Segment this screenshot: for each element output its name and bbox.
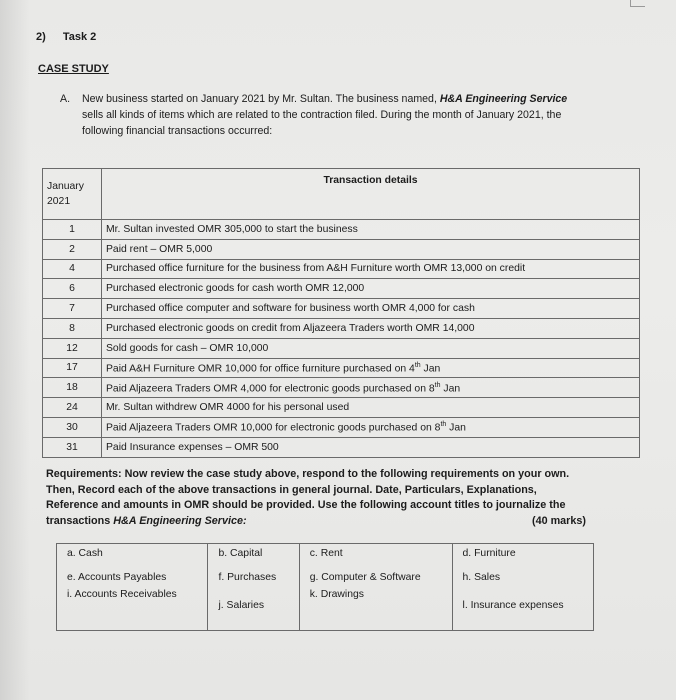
account-salaries: j. Salaries	[218, 600, 265, 611]
table-row	[43, 417, 640, 437]
table-header-row	[43, 169, 640, 220]
row-date: 31	[43, 437, 102, 457]
case-study-title: CASE STUDY	[38, 63, 109, 75]
account-purchases: f. Purchases	[218, 572, 277, 583]
account-titles-table	[56, 543, 594, 631]
row-date: 4	[43, 259, 102, 279]
row-detail: Mr. Sultan invested OMR 305,000 to start the business	[102, 220, 640, 240]
detail-post: Jan	[440, 383, 461, 394]
row-detail: Mr. Sultan withdrew OMR 4000 for his personal used	[102, 398, 640, 418]
row-date: 12	[43, 338, 102, 358]
intro-paragraph	[60, 91, 580, 139]
account-cell	[208, 568, 299, 631]
row-detail: Sold goods for cash – OMR 10,000	[102, 338, 640, 358]
table-row	[43, 398, 640, 418]
row-detail	[102, 378, 640, 398]
account-cell	[57, 544, 208, 569]
table-row	[43, 299, 640, 319]
account-row	[57, 568, 594, 631]
account-cell	[208, 544, 299, 569]
table-row	[43, 279, 640, 299]
date-header-year: 2021	[47, 196, 71, 207]
detail-post: Jan	[446, 422, 466, 434]
detail-sup: th	[440, 421, 447, 429]
account-rent: c. Rent	[309, 548, 343, 559]
account-cell	[57, 568, 208, 631]
task-heading	[36, 31, 96, 43]
row-date: 8	[43, 318, 102, 338]
detail-sup: th	[414, 361, 421, 369]
page-shadow	[0, 0, 30, 700]
detail-pre: Paid A&H Furniture OMR 10,000 for office furniture purchased on 4	[106, 363, 415, 375]
row-detail: Purchased office furniture for the business from A&H Furniture worth OMR 13,000 on credit	[102, 259, 640, 279]
table-row	[43, 259, 640, 279]
intro-letter: A.	[60, 93, 71, 105]
account-row	[57, 544, 594, 569]
table-row	[43, 437, 640, 457]
row-detail: Paid Insurance expenses – OMR 500	[102, 437, 640, 457]
account-capital: b. Capital	[218, 548, 263, 559]
row-detail: Purchased electronic goods on credit from Aljazeera Traders worth OMR 14,000	[102, 318, 640, 338]
row-date: 24	[43, 398, 102, 418]
detail-pre: Paid Aljazeera Traders OMR 4,000 for electronic goods purchased on 8	[106, 383, 435, 394]
table-row	[43, 338, 640, 358]
account-insurance: l. Insurance expenses	[462, 600, 564, 611]
business-name: H&A Engineering Service	[439, 93, 568, 105]
page-corner-mark	[630, 0, 645, 7]
table-row	[43, 220, 640, 240]
intro-text-part1: New business started on January 2021 by Mr. Sultan. The business named,	[82, 93, 440, 105]
account-furniture: d. Furniture	[462, 548, 516, 559]
row-detail: Purchased electronic goods for cash worth OMR 12,000	[102, 279, 640, 299]
detail-post: Jan	[420, 363, 441, 375]
account-sales: h. Sales	[462, 572, 501, 583]
account-computer-software: g. Computer & Software	[309, 572, 421, 583]
row-date: 6	[43, 279, 102, 299]
detail-pre: Paid Aljazeera Traders OMR 10,000 for electronic goods purchased on 8	[106, 422, 441, 434]
table-row	[43, 358, 640, 378]
requirements-text: Requirements: Now review the case study above, respond to the following requirements on your own. Then, Record each of the above transactions in general journal. Date, Particulars, Explanations, Reference and amounts in OMR should be provided. Use the following account titles to journalize the transactions	[46, 468, 570, 527]
row-date: 30	[43, 417, 102, 437]
account-payables: e. Accounts Payables	[67, 572, 167, 583]
account-drawings: k. Drawings	[309, 589, 364, 600]
row-date: 2	[43, 239, 102, 259]
table-row	[43, 239, 640, 259]
marks-label: (40 marks)	[531, 514, 586, 527]
intro-text-part2: sells all kinds of items which are related to the contraction filed. During the month of January 2021, the following financial transactions occurred:	[82, 109, 562, 137]
row-detail: Paid rent – OMR 5,000	[102, 239, 640, 259]
requirements-paragraph	[46, 467, 586, 529]
account-cash: a. Cash	[67, 548, 103, 559]
table-row	[43, 318, 640, 338]
details-header: Transaction details	[102, 169, 640, 220]
task-label: Task 2	[62, 31, 97, 43]
row-date: 7	[43, 299, 102, 319]
row-detail	[102, 358, 640, 378]
detail-sup: th	[434, 381, 441, 389]
account-receivables: i. Accounts Receivables	[67, 589, 177, 600]
transactions-table	[42, 168, 640, 458]
date-header	[43, 169, 102, 220]
row-date: 17	[43, 358, 102, 378]
table-row	[43, 378, 640, 398]
requirements-business-name: H&A Engineering Service:	[113, 514, 247, 527]
row-detail	[102, 417, 640, 437]
account-cell	[452, 568, 593, 631]
row-date: 18	[43, 378, 102, 398]
account-cell	[299, 568, 452, 631]
account-cell	[452, 544, 593, 569]
task-number: 2)	[36, 31, 46, 43]
row-date: 1	[43, 220, 102, 240]
date-header-month: January	[47, 181, 84, 192]
intro-text	[82, 91, 580, 139]
row-detail: Purchased office computer and software for business worth OMR 4,000 for cash	[102, 299, 640, 319]
account-cell	[299, 544, 452, 569]
